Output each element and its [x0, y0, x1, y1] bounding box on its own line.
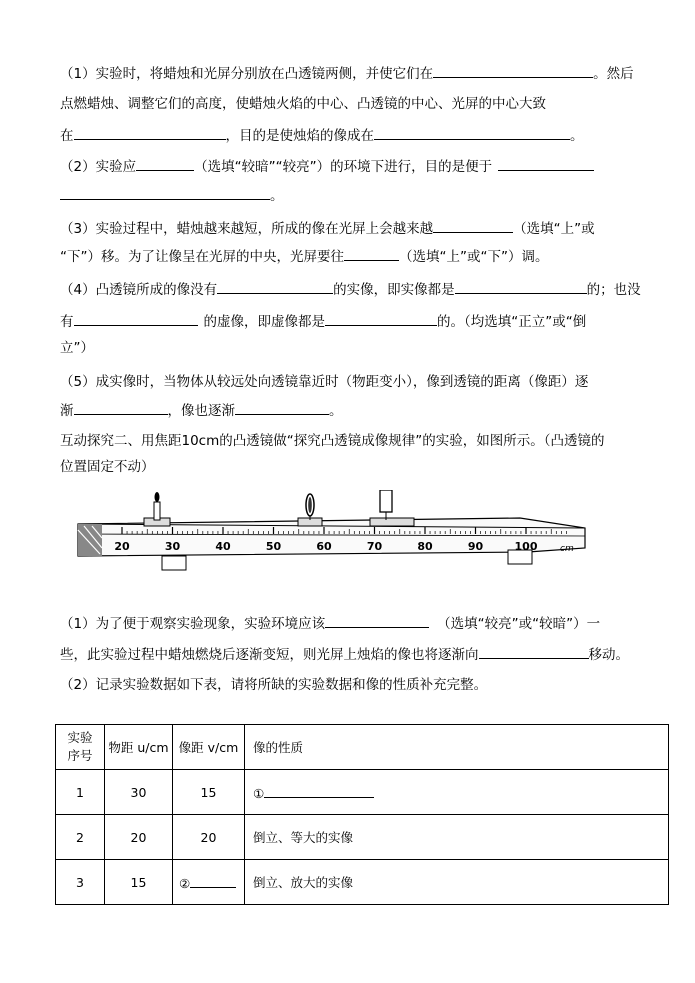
blank-q4-2[interactable] — [455, 279, 587, 294]
q1-text: 。 — [570, 128, 584, 144]
cell-no: 3 — [56, 860, 105, 905]
blank-q5-1[interactable] — [74, 400, 168, 415]
q4-text: 的；也没 — [586, 282, 641, 298]
scale-tick-label: 20 — [114, 540, 130, 553]
q1-text: 在 — [60, 128, 74, 144]
scale-tick-label: 80 — [417, 540, 433, 553]
blank-q2-1[interactable] — [136, 156, 194, 171]
p2q1-line-2 — [60, 644, 629, 665]
cell-v: 15 — [173, 770, 245, 815]
blank-p2q1-1[interactable] — [325, 613, 429, 628]
header-text: 序号 — [67, 748, 93, 763]
cell-u: 30 — [105, 770, 173, 815]
q4-line-2 — [60, 311, 586, 332]
convex-lens — [298, 494, 322, 526]
candle — [144, 492, 170, 526]
scale-tick-label: 100 — [514, 540, 538, 553]
p2q1-line-1 — [60, 613, 600, 634]
q4-text: 有 — [60, 314, 74, 330]
scale-tick-labels — [114, 540, 537, 553]
cell-no: 1 — [56, 770, 105, 815]
blank-p2q1-2[interactable] — [479, 644, 589, 659]
q3-text: （3）实验过程中，蜡烛越来越短，所成的像在光屏上会越来越 — [60, 221, 434, 237]
q5-text: ，像也逐渐 — [167, 403, 235, 419]
q2-text: （选填“较暗”“较亮”）的环境下进行，目的是便于 — [194, 159, 493, 175]
blank-marker-1: ① — [253, 786, 265, 801]
scale-tick-label: 70 — [366, 540, 383, 553]
q4-text: 的虚像，即虚像都是 — [203, 314, 325, 330]
q5-text: 渐 — [60, 403, 74, 419]
blank-table-1[interactable] — [264, 783, 374, 798]
candle-flame — [155, 492, 160, 502]
q3-text: （选填“上”或 — [513, 221, 595, 237]
q3-text: “下”）移。为了让像呈在光屏的中央，光屏要往 — [60, 249, 344, 265]
table-row — [56, 860, 669, 905]
lens-center — [308, 497, 312, 513]
blank-table-2[interactable] — [190, 873, 236, 888]
table-row — [56, 815, 669, 860]
q5-text: 。 — [329, 403, 343, 419]
scale-unit: cm — [560, 544, 574, 554]
blank-q1-3[interactable] — [374, 125, 570, 140]
cell-no: 2 — [56, 815, 105, 860]
q3-text: （选填“上”或“下”）调。 — [399, 249, 549, 265]
q4-text: 的。（均选填“正立”或“倒 — [437, 314, 587, 330]
q2-text: 。 — [270, 188, 284, 204]
part2-line-1: 互动探究二、用焦距10cm的凸透镜做“探究凸透镜成像规律”的实验，如图所示。（凸透镜的 — [60, 433, 605, 449]
blank-q3-1[interactable] — [433, 218, 513, 233]
scale-tick-label: 90 — [467, 540, 484, 553]
q1-line-3 — [60, 125, 584, 146]
data-table — [55, 724, 669, 905]
bench-leg-left — [162, 556, 186, 570]
q4-line-1 — [60, 279, 641, 300]
q1-line-1 — [60, 63, 634, 84]
q3-line-2 — [60, 246, 548, 267]
table-row — [56, 770, 669, 815]
cell-v: 20 — [173, 815, 245, 860]
blank-q1-1[interactable] — [433, 63, 593, 78]
q3-line-1 — [60, 218, 595, 239]
blank-q2-2[interactable] — [498, 156, 594, 171]
q2-line-2 — [60, 185, 284, 206]
bench-end-hatch — [78, 524, 102, 556]
cell-v — [173, 860, 245, 905]
blank-q3-2[interactable] — [344, 246, 399, 261]
light-screen — [370, 490, 414, 526]
cell-u: 20 — [105, 815, 173, 860]
q1-text: ，目的是使烛焰的像成在 — [225, 128, 374, 144]
p2q1-text: （选填“较亮”或“较暗”）一 — [437, 616, 601, 632]
screen-holder — [370, 518, 414, 526]
candle-body — [154, 502, 160, 520]
blank-q2-3[interactable] — [60, 185, 270, 200]
cell-nature: 倒立、放大的实像 — [245, 860, 669, 905]
q4-text: 的实像，即实像都是 — [333, 282, 455, 298]
header-text: 实验 — [67, 730, 93, 745]
q5-line-1: （5）成实像时，当物体从较远处向透镜靠近时（物距变小），像到透镜的距离（像距）逐 — [60, 374, 589, 390]
blank-marker-2: ② — [179, 876, 191, 891]
q1-line-2: 点燃蜡烛、调整它们的高度，使蜡烛火焰的中心、凸透镜的中心、光屏的中心大致 — [60, 96, 546, 112]
header-image-distance: 像距 v/cm — [173, 725, 245, 770]
header-image-nature: 像的性质 — [245, 725, 669, 770]
part2-line-2: 位置固定不动） — [60, 459, 155, 475]
q5-line-2 — [60, 400, 343, 421]
q1-text: 。然后 — [593, 66, 634, 82]
p2q2-line: （2）记录实验数据如下表，请将所缺的实验数据和像的性质补充完整。 — [60, 677, 488, 693]
q4-text: （4）凸透镜所成的像没有 — [60, 282, 218, 298]
p2q1-text: 些，此实验过程中蜡烛燃烧后逐渐变短，则光屏上烛焰的像也将逐渐向 — [60, 647, 479, 663]
p2q1-text: 移动。 — [588, 647, 629, 663]
cell-nature: 倒立、等大的实像 — [245, 815, 669, 860]
blank-q4-1[interactable] — [217, 279, 333, 294]
scale-tick-label: 40 — [215, 540, 231, 553]
blank-q1-2[interactable] — [74, 125, 226, 140]
blank-q4-3[interactable] — [74, 311, 198, 326]
table-header-row — [56, 725, 669, 770]
blank-q4-4[interactable] — [325, 311, 437, 326]
q2-line-1 — [60, 156, 594, 177]
scale-tick-label: 60 — [316, 540, 332, 553]
scale-tick-label: 50 — [265, 540, 282, 553]
scale-tick-label: 30 — [164, 540, 181, 553]
header-object-distance: 物距 u/cm — [105, 725, 173, 770]
screen-plate — [380, 490, 392, 512]
header-trial-no — [56, 725, 105, 770]
p2q1-text: （1）为了便于观察实验现象，实验环境应该 — [60, 616, 326, 632]
cell-nature — [245, 770, 669, 815]
q4-line-3: 立”） — [60, 340, 94, 356]
optical-bench-figure — [70, 490, 590, 578]
blank-q5-2[interactable] — [235, 400, 329, 415]
cell-u: 15 — [105, 860, 173, 905]
q2-text: （2）实验应 — [60, 159, 137, 175]
q1-text: （1）实验时，将蜡烛和光屏分别放在凸透镜两侧，并使它们在 — [60, 66, 434, 82]
